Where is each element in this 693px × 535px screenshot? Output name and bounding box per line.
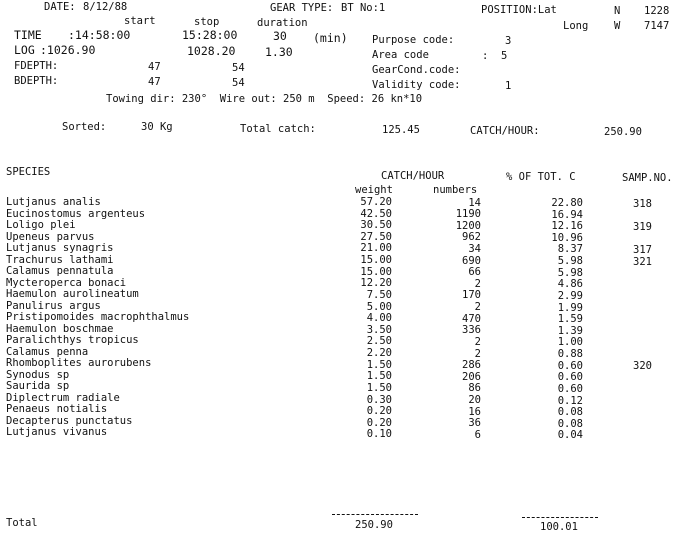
samp-header: SAMP.NO. (622, 172, 673, 184)
log-stop: 1028.20 (187, 44, 236, 58)
cell-pct: 5.98 (557, 266, 583, 279)
date-value: 8/12/88 (83, 1, 128, 13)
cell-species: Synodus sp (6, 368, 70, 381)
cell-numbers: 690 (462, 254, 481, 267)
cell-weight: 0.10 (366, 428, 392, 441)
cell-numbers: 6 (474, 428, 481, 441)
cell-species: Haemulon boschmae (6, 322, 114, 335)
cell-species: Penaeus notialis (6, 403, 108, 415)
sorted-label: Sorted: (62, 121, 107, 133)
validity-label: Validity code: (372, 79, 461, 91)
catch-hour-value: 250.90 (604, 126, 642, 138)
cell-pct: 5.98 (557, 255, 583, 268)
pct-header: % OF TOT. C (506, 171, 576, 183)
cell-pct: 16.94 (551, 208, 583, 221)
cell-pct: 1.00 (557, 336, 583, 349)
catch-hour-header: CATCH/HOUR (381, 170, 445, 182)
cell-samp: 318 (633, 197, 652, 210)
purpose-code-value: 3 (505, 35, 512, 47)
cell-weight: 2.20 (366, 347, 392, 360)
cell-species: Trachurus lathami (6, 253, 114, 266)
cell-pct: 1.99 (557, 301, 583, 314)
cell-species: Calamus penna (6, 345, 89, 358)
cell-species: Loligo plei (6, 219, 76, 231)
catch-hour-label: CATCH/HOUR: (470, 125, 540, 137)
bdepth-stop: 54 (232, 77, 245, 89)
fdepth-start: 47 (148, 61, 161, 73)
time-label: TIME (14, 28, 42, 42)
cell-pct: 10.96 (551, 231, 583, 244)
cell-pct: 22.80 (551, 197, 583, 209)
cell-numbers: 962 (462, 231, 481, 244)
cell-numbers: 34 (468, 242, 481, 255)
cell-species: Calamus pennatula (6, 265, 114, 277)
cell-numbers: 36 (468, 417, 481, 430)
purpose-code-label: Purpose code: (372, 34, 455, 46)
cell-weight: 42.50 (360, 207, 392, 220)
long-label: Long (563, 20, 589, 32)
lat-hemisphere: N (614, 5, 621, 17)
col-start-header: start (124, 15, 156, 27)
cell-species: Paralichthys tropicus (6, 334, 139, 346)
cell-numbers: 2 (474, 335, 481, 348)
cell-numbers: 66 (468, 266, 481, 279)
duration-unit: (min) (313, 31, 348, 45)
cell-weight: 1.50 (366, 358, 392, 371)
cell-species: Upeneus parvus (6, 230, 95, 243)
cell-numbers: 286 (462, 359, 481, 372)
area-code-value: : 5 (482, 50, 508, 62)
cell-pct: 8.37 (557, 243, 583, 256)
cell-weight: 5.00 (366, 300, 392, 313)
cell-weight: 3.50 (366, 323, 392, 336)
cell-weight: 7.50 (366, 288, 392, 301)
total-pct: 100.01 (540, 521, 578, 533)
gear-type-value: BT No:1 (341, 2, 386, 14)
duration-value: 30 (273, 29, 287, 43)
cell-species: Eucinostomus argenteus (6, 207, 146, 220)
cell-numbers: 2 (474, 277, 481, 290)
total-catch-value: 125.45 (382, 124, 420, 136)
species-header: SPECIES (6, 166, 51, 178)
date-label: DATE: (44, 1, 76, 13)
cell-species: Decapterus punctatus (6, 414, 133, 427)
cell-pct: 1.59 (557, 313, 583, 326)
gear-type-label: GEAR TYPE: (270, 2, 334, 14)
cell-species: Lutjanus vivanus (6, 426, 108, 438)
cell-species: Saurida sp (6, 380, 70, 392)
weight-header: weight (355, 184, 393, 196)
sorted-value: 30 Kg (141, 121, 173, 133)
cell-pct: 0.60 (557, 382, 583, 395)
cell-weight: 1.50 (366, 370, 392, 383)
total-catch-label: Total catch: (240, 123, 316, 135)
log-distance: 1.30 (265, 45, 293, 59)
cell-samp: 319 (633, 220, 652, 233)
cell-weight: 15.00 (360, 254, 392, 267)
cell-numbers: 1190 (455, 208, 481, 221)
cell-numbers: 206 (462, 370, 481, 383)
cell-pct: 4.86 (557, 278, 583, 291)
fdepth-stop: 54 (232, 62, 245, 74)
towing-line: Towing dir: 230° Wire out: 250 m Speed: 26 kn*10 (106, 93, 423, 105)
cell-pct: 0.88 (557, 348, 583, 361)
cell-samp: 320 (633, 360, 652, 373)
cell-weight: 4.00 (366, 312, 392, 325)
cell-weight: 57.20 (360, 196, 392, 208)
cell-pct: 0.60 (557, 371, 583, 384)
time-start: :14:58:00 (68, 28, 131, 42)
fdepth-label: FDEPTH: (14, 60, 59, 72)
cell-pct: 0.60 (557, 359, 583, 372)
gearcond-label: GearCond.code: (372, 64, 461, 76)
cell-numbers: 170 (462, 289, 481, 302)
cell-pct: 0.08 (557, 406, 583, 419)
cell-samp: 317 (633, 243, 652, 256)
cell-numbers: 2 (474, 347, 481, 360)
total-weight: 250.90 (355, 519, 393, 531)
log-start: :1026.90 (40, 43, 96, 57)
cell-weight: 0.30 (366, 393, 392, 406)
cell-samp: 321 (633, 255, 652, 268)
cell-pct: 0.12 (557, 394, 583, 407)
cell-weight: 21.00 (360, 242, 392, 255)
cell-weight: 30.50 (360, 219, 392, 232)
col-stop-header: stop (194, 16, 220, 28)
cell-species: Diplectrum radiale (6, 391, 120, 404)
cell-numbers: 14 (468, 196, 481, 209)
position-label: POSITION:Lat (481, 4, 557, 16)
bdepth-start: 47 (148, 76, 161, 88)
cell-pct: 0.08 (557, 417, 583, 430)
col-duration-header: duration (257, 17, 308, 29)
cell-numbers: 470 (462, 312, 481, 325)
cell-pct: 0.04 (557, 429, 583, 442)
cell-numbers: 16 (468, 405, 481, 418)
cell-species: Pristipomoides macrophthalmus (6, 311, 190, 323)
cell-weight: 1.50 (366, 381, 392, 394)
lat-value: 1228 (644, 5, 670, 17)
cell-numbers: 1200 (455, 219, 481, 232)
cell-species: Rhomboplites aurorubens (6, 357, 152, 369)
cell-species: Lutjanus analis (6, 196, 101, 208)
cell-weight: 15.00 (360, 265, 392, 278)
cell-pct: 2.99 (557, 289, 583, 302)
numbers-header: numbers (433, 184, 478, 196)
total-label: Total (6, 517, 38, 529)
cell-pct: 12.16 (551, 220, 583, 233)
cell-weight: 0.20 (366, 405, 392, 418)
cell-weight: 12.20 (360, 277, 392, 290)
cell-weight: 0.20 (366, 416, 392, 429)
cell-species: Panulirus argus (6, 299, 101, 312)
cell-numbers: 336 (462, 324, 481, 337)
validity-value: 1 (505, 80, 512, 92)
long-hemisphere: W (614, 20, 621, 32)
cell-species: Haemulon aurolineatum (6, 288, 139, 300)
cell-weight: 2.50 (366, 335, 392, 348)
time-stop: 15:28:00 (182, 28, 238, 42)
pct-total-divider (522, 517, 598, 518)
cell-species: Lutjanus synagris (6, 242, 114, 254)
cell-numbers: 86 (468, 382, 481, 395)
cell-pct: 1.39 (557, 324, 583, 337)
weight-total-divider (332, 514, 418, 515)
cell-weight: 27.50 (360, 230, 392, 243)
cell-numbers: 20 (468, 394, 481, 407)
cell-species: Mycteroperca bonaci (6, 276, 127, 289)
cell-numbers: 2 (474, 301, 481, 314)
bdepth-label: BDEPTH: (14, 75, 59, 87)
log-label: LOG (14, 43, 35, 57)
long-value: 7147 (644, 20, 670, 32)
area-code-label: Area code (372, 49, 429, 61)
